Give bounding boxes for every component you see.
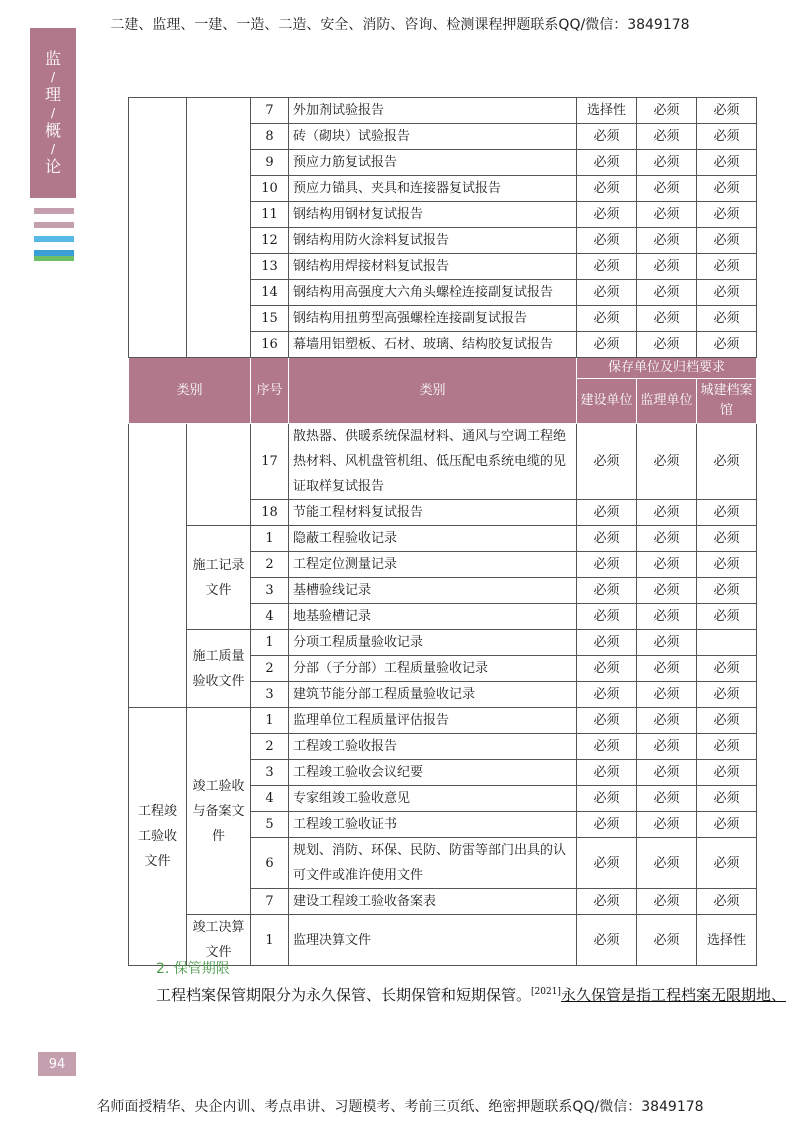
- row-number: 7: [251, 98, 289, 124]
- paragraph-underlined: 永久保管是指工程档案无限期地、: [560, 986, 786, 1004]
- row-unit1: 必须: [577, 424, 637, 500]
- row-unit1: 必须: [577, 176, 637, 202]
- row-unit2: 必须: [637, 280, 697, 306]
- row-number: 5: [251, 812, 289, 838]
- row-name: 专家组竣工验收意见: [289, 786, 577, 812]
- side-tab-sep: /: [50, 106, 56, 120]
- decor-stripe: [34, 256, 74, 261]
- row-number: 15: [251, 306, 289, 332]
- row-unit2: 必须: [637, 552, 697, 578]
- row-unit3: 必须: [697, 228, 757, 254]
- row-unit1: 必须: [577, 889, 637, 915]
- header-unit3: 城建档案馆: [697, 379, 757, 424]
- row-number: 17: [251, 424, 289, 500]
- row-unit3: 必须: [697, 150, 757, 176]
- row-name: 工程竣工验收会议纪要: [289, 760, 577, 786]
- row-unit1: 必须: [577, 786, 637, 812]
- body-paragraph: [156, 984, 786, 1005]
- row-unit3: 必须: [697, 500, 757, 526]
- row-unit2: 必须: [637, 124, 697, 150]
- row-unit1: 必须: [577, 734, 637, 760]
- row-unit3: [697, 630, 757, 656]
- row-number: 13: [251, 254, 289, 280]
- row-unit2: 必须: [637, 424, 697, 500]
- side-tab-sep: /: [50, 70, 56, 84]
- row-unit2: 必须: [637, 630, 697, 656]
- side-tab-sep: /: [50, 142, 56, 156]
- row-unit3: 必须: [697, 889, 757, 915]
- row-unit3: 必须: [697, 552, 757, 578]
- row-unit1: 必须: [577, 202, 637, 228]
- row-name: 规划、消防、环保、民防、防雷等部门出具的认可文件或准许使用文件: [289, 838, 577, 889]
- row-number: 2: [251, 552, 289, 578]
- row-number: 4: [251, 604, 289, 630]
- row-number: 16: [251, 332, 289, 358]
- row-number: 2: [251, 656, 289, 682]
- row-name: 幕墙用铝塑板、石材、玻璃、结构胶复试报告: [289, 332, 577, 358]
- group-completion-filing: 竣工验收与备案文件: [187, 708, 251, 915]
- row-unit2: 必须: [637, 526, 697, 552]
- row-name: 工程竣工验收证书: [289, 812, 577, 838]
- row-unit3: 必须: [697, 124, 757, 150]
- row-unit2: 必须: [637, 202, 697, 228]
- row-unit3: 必须: [697, 578, 757, 604]
- row-unit3: 必须: [697, 760, 757, 786]
- side-tab-char: 理: [44, 85, 61, 104]
- row-number: 2: [251, 734, 289, 760]
- row-unit3: 必须: [697, 332, 757, 358]
- row-name: 钢结构用焊接材料复试报告: [289, 254, 577, 280]
- row-unit1: 必须: [577, 578, 637, 604]
- row-unit3: 必须: [697, 526, 757, 552]
- table-row: [129, 708, 757, 734]
- archive-requirements-table: [128, 97, 757, 966]
- blank-cell: [187, 98, 251, 358]
- group-quality-acceptance: 施工质量验收文件: [187, 630, 251, 708]
- row-name: 预应力筋复试报告: [289, 150, 577, 176]
- row-unit2: 必须: [637, 760, 697, 786]
- row-name: 分部（子分部）工程质量验收记录: [289, 656, 577, 682]
- row-name: 隐蔽工程验收记录: [289, 526, 577, 552]
- header-seq: 序号: [251, 358, 289, 424]
- row-number: 8: [251, 124, 289, 150]
- row-name: 监理决算文件: [289, 915, 577, 966]
- blank-cell: [187, 424, 251, 526]
- row-unit2: 必须: [637, 682, 697, 708]
- row-unit3: 必须: [697, 734, 757, 760]
- row-unit1: 必须: [577, 150, 637, 176]
- row-unit1: 必须: [577, 838, 637, 889]
- row-name: 钢结构用钢材复试报告: [289, 202, 577, 228]
- row-number: 1: [251, 630, 289, 656]
- group-construction-records: 施工记录文件: [187, 526, 251, 630]
- row-number: 10: [251, 176, 289, 202]
- header-unit1: 建设单位: [577, 379, 637, 424]
- row-name: 建筑节能分部工程质量验收记录: [289, 682, 577, 708]
- decor-stripe: [34, 236, 74, 242]
- row-unit3: 必须: [697, 812, 757, 838]
- row-unit3: 选择性: [697, 915, 757, 966]
- top-banner: 二建、监理、一建、一造、二造、安全、消防、咨询、检测课程押题联系QQ/微信：3849178: [110, 17, 690, 33]
- row-unit3: 必须: [697, 306, 757, 332]
- row-unit1: 必须: [577, 500, 637, 526]
- header-unit2: 监理单位: [637, 379, 697, 424]
- row-unit2: 必须: [637, 254, 697, 280]
- row-number: 9: [251, 150, 289, 176]
- table-row: [129, 424, 757, 500]
- row-unit1: 选择性: [577, 98, 637, 124]
- row-unit2: 必须: [637, 332, 697, 358]
- side-tab-char: 概: [44, 121, 61, 140]
- row-unit3: 必须: [697, 708, 757, 734]
- row-unit3: 必须: [697, 202, 757, 228]
- row-unit1: 必须: [577, 682, 637, 708]
- row-number: 1: [251, 708, 289, 734]
- row-number: 1: [251, 915, 289, 966]
- table-row: [129, 526, 757, 552]
- row-unit3: 必须: [697, 98, 757, 124]
- row-unit2: 必须: [637, 176, 697, 202]
- header-name: 类别: [289, 358, 577, 424]
- row-unit2: 必须: [637, 734, 697, 760]
- row-unit2: 必须: [637, 656, 697, 682]
- side-tab-char: 监: [44, 49, 61, 68]
- row-unit1: 必须: [577, 332, 637, 358]
- row-number: 14: [251, 280, 289, 306]
- row-unit3: 必须: [697, 656, 757, 682]
- row-name: 外加剂试验报告: [289, 98, 577, 124]
- table-row: [129, 98, 757, 124]
- row-unit2: 必须: [637, 578, 697, 604]
- row-name: 钢结构用高强度大六角头螺栓连接副复试报告: [289, 280, 577, 306]
- exam-year-marker: [2021]: [531, 987, 561, 997]
- row-unit2: 必须: [637, 708, 697, 734]
- group-settlement: 竣工决算文件: [187, 915, 251, 966]
- blank-cell: [129, 98, 187, 358]
- row-unit1: 必须: [577, 552, 637, 578]
- side-tab-char: 论: [44, 157, 61, 176]
- row-unit1: 必须: [577, 306, 637, 332]
- row-unit1: 必须: [577, 812, 637, 838]
- row-name: 节能工程材料复试报告: [289, 500, 577, 526]
- row-unit1: 必须: [577, 760, 637, 786]
- row-number: 1: [251, 526, 289, 552]
- row-name: 砖（砌块）试验报告: [289, 124, 577, 150]
- row-unit2: 必须: [637, 98, 697, 124]
- row-number: 12: [251, 228, 289, 254]
- row-name: 预应力锚具、夹具和连接器复试报告: [289, 176, 577, 202]
- section-title: 2. 保管期限: [156, 961, 230, 977]
- row-name: 工程竣工验收报告: [289, 734, 577, 760]
- row-unit3: 必须: [697, 682, 757, 708]
- row-unit1: 必须: [577, 915, 637, 966]
- row-unit3: 必须: [697, 786, 757, 812]
- row-unit3: 必须: [697, 424, 757, 500]
- row-unit1: 必须: [577, 656, 637, 682]
- row-number: 11: [251, 202, 289, 228]
- table-header-row: [129, 358, 757, 379]
- decor-stripe: [34, 222, 74, 228]
- row-unit3: 必须: [697, 254, 757, 280]
- row-unit2: 必须: [637, 838, 697, 889]
- row-unit2: 必须: [637, 228, 697, 254]
- row-name: 分项工程质量验收记录: [289, 630, 577, 656]
- row-unit2: 必须: [637, 306, 697, 332]
- page-number: 94: [38, 1052, 76, 1076]
- row-unit1: 必须: [577, 124, 637, 150]
- row-unit3: 必须: [697, 280, 757, 306]
- row-name: 工程定位测量记录: [289, 552, 577, 578]
- row-name: 钢结构用扭剪型高强螺栓连接副复试报告: [289, 306, 577, 332]
- row-unit1: 必须: [577, 604, 637, 630]
- row-unit2: 必须: [637, 812, 697, 838]
- row-name: 建设工程竣工验收备案表: [289, 889, 577, 915]
- row-unit2: 必须: [637, 604, 697, 630]
- row-name: 基槽验线记录: [289, 578, 577, 604]
- row-number: 6: [251, 838, 289, 889]
- group-completion-main: 工程竣工验收文件: [129, 708, 187, 966]
- row-unit2: 必须: [637, 500, 697, 526]
- decor-stripe: [34, 208, 74, 214]
- row-unit1: 必须: [577, 228, 637, 254]
- table-row: [129, 630, 757, 656]
- row-unit2: 必须: [637, 150, 697, 176]
- row-unit1: 必须: [577, 254, 637, 280]
- row-unit2: 必须: [637, 915, 697, 966]
- row-number: 3: [251, 682, 289, 708]
- row-number: 3: [251, 760, 289, 786]
- row-unit3: 必须: [697, 176, 757, 202]
- header-category: 类别: [129, 358, 251, 424]
- row-name: 钢结构用防火涂料复试报告: [289, 228, 577, 254]
- header-group: 保存单位及归档要求: [577, 358, 757, 379]
- row-unit2: 必须: [637, 889, 697, 915]
- chapter-side-tab: [30, 28, 76, 198]
- row-unit3: 必须: [697, 604, 757, 630]
- bottom-banner: 名师面授精华、央企内训、考点串讲、习题模考、考前三页纸、绝密押题联系QQ/微信：3849178: [96, 1099, 704, 1115]
- blank-cell: [129, 424, 187, 708]
- row-number: 7: [251, 889, 289, 915]
- row-unit1: 必须: [577, 526, 637, 552]
- row-unit1: 必须: [577, 280, 637, 306]
- row-name: 地基验槽记录: [289, 604, 577, 630]
- paragraph-text: 工程档案保管期限分为永久保管、长期保管和短期保管。: [156, 986, 532, 1004]
- row-name: 监理单位工程质量评估报告: [289, 708, 577, 734]
- row-number: 4: [251, 786, 289, 812]
- row-unit1: 必须: [577, 708, 637, 734]
- row-name: 散热器、供暖系统保温材料、通风与空调工程绝热材料、风机盘管机组、低压配电系统电缆的见证取样复试报告: [289, 424, 577, 500]
- row-number: 3: [251, 578, 289, 604]
- row-unit3: 必须: [697, 838, 757, 889]
- row-number: 18: [251, 500, 289, 526]
- row-unit1: 必须: [577, 630, 637, 656]
- row-unit2: 必须: [637, 786, 697, 812]
